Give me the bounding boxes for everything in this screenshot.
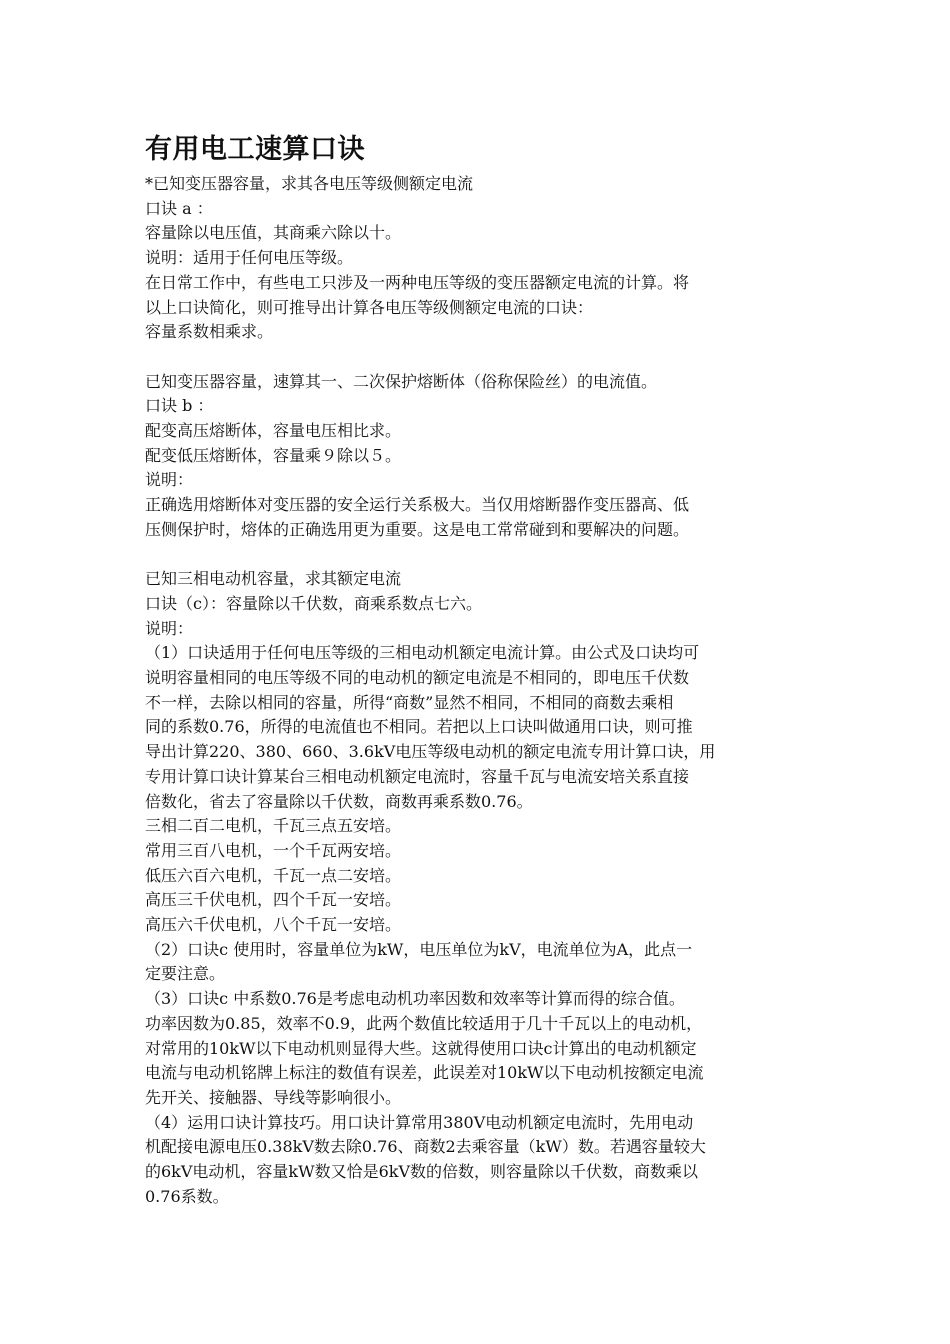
paragraph-line: （2）口诀c 使用时，容量单位为kW，电压单位为kV，电流单位为A，此点一: [145, 939, 693, 959]
document-title: 有用电工速算口诀: [145, 134, 365, 165]
rhyme-line: 常用三百八电机，一个千瓦两安培。: [145, 840, 402, 860]
paragraph-line: （1）口诀适用于任何电压等级的三相电动机额定电流计算。由公式及口诀均可: [145, 643, 700, 663]
section-a-simplified: 容量系数相乘求。: [145, 322, 274, 342]
paragraph-line: 电流与电动机铭牌上标注的数值有误差，此误差对10kW以下电动机按额定电流: [145, 1063, 704, 1083]
section-a-formula: 容量除以电压值，其商乘六除以十。: [145, 223, 402, 243]
section-a-note: 说明：适用于任何电压等级。: [145, 248, 354, 268]
paragraph-line: 的6kV电动机，容量kW数又恰是6kV数的倍数，则容量除以千伏数，商数乘以: [145, 1162, 699, 1182]
section-b-note-label: 说明：: [145, 470, 194, 490]
paragraph-line: 功率因数为0.85，效率不0.9，此两个数值比较适用于几十千瓦以上的电动机，: [145, 1013, 703, 1033]
section-b-paragraph: [145, 493, 805, 542]
rhyme-line: 三相二百二电机，千瓦三点五安培。: [145, 816, 402, 836]
section-b-line1: 配变高压熔断体，容量电压相比求。: [145, 421, 402, 441]
section-c-note-label: 说明：: [145, 618, 194, 638]
section-b-heading: 已知变压器容量，速算其一、二次保护熔断体（俗称保险丝）的电流值。: [145, 371, 658, 391]
document-page: [145, 130, 805, 1210]
paragraph-line: 不一样，去除以相同的容量，所得“商数”显然不相同，不相同的商数去乘相: [145, 692, 674, 712]
paragraph-line: 正确选用熔断体对变压器的安全运行关系极大。当仅用熔断器作变压器高、低: [145, 495, 690, 515]
section-b-label: 口诀 b ：: [145, 396, 214, 416]
paragraph-line: （4）运用口诀计算技巧。用口诀计算常用380V电动机额定电流时，先用电动: [145, 1112, 694, 1132]
paragraph-line: 导出计算220、380、660、3.6kV电压等级电动机的额定电流专用计算口诀，用: [145, 742, 716, 762]
section-c-heading: 已知三相电动机容量，求其额定电流: [145, 569, 402, 589]
paragraph-line: 同的系数0.76，所得的电流值也不相同。若把以上口诀叫做通用口诀，则可推: [145, 717, 693, 737]
paragraph-line: 0.76系数。: [145, 1186, 229, 1206]
section-c-rhymes: [145, 814, 805, 938]
rhyme-line: 低压六百六电机，千瓦一点二安培。: [145, 865, 402, 885]
section-c-paragraph-4: [145, 1111, 805, 1210]
section-c-paragraph-1: [145, 641, 805, 814]
paragraph-line: 专用计算口诀计算某台三相电动机额定电流时，容量千瓦与电流安培关系直接: [145, 766, 690, 786]
paragraph-line: 倍数化，省去了容量除以千伏数，商数再乘系数0.76。: [145, 791, 533, 811]
paragraph-line: 以上口诀简化，则可推导出计算各电压等级侧额定电流的口诀：: [145, 297, 594, 317]
paragraph-line: （3）口诀c 中系数0.76是考虑电动机功率因数和效率等计算而得的综合值。: [145, 989, 685, 1009]
paragraph-line: 说明容量相同的电压等级不同的电动机的额定电流是不相同的，即电压千伏数: [145, 668, 690, 688]
rhyme-line: 高压三千伏电机，四个千瓦一安培。: [145, 890, 402, 910]
section-c-paragraph-2: [145, 938, 805, 987]
blank-line: [145, 345, 805, 370]
blank-line: [145, 543, 805, 568]
section-c-label: 口诀（c）：容量除以千伏数，商乘系数点七六。: [145, 593, 482, 613]
section-a-heading: *已知变压器容量，求其各电压等级侧额定电流: [145, 174, 474, 193]
rhyme-line: 高压六千伏电机，八个千瓦一安培。: [145, 915, 402, 935]
section-a-label: 口诀 a ：: [145, 198, 213, 218]
paragraph-line: 先开关、接触器、导线等影响很小。: [145, 1087, 402, 1107]
paragraph-line: 在日常工作中，有些电工只涉及一两种电压等级的变压器额定电流的计算。将: [145, 272, 690, 292]
paragraph-line: 机配接电源电压0.38kV数去除0.76、商数2去乘容量（kW）数。若遇容量较大: [145, 1137, 706, 1157]
section-a-paragraph: [145, 271, 805, 320]
paragraph-line: 对常用的10kW以下电动机则显得大些。这就得使用口诀c计算出的电动机额定: [145, 1038, 697, 1058]
section-b-line2: 配变低压熔断体，容量乘９除以５。: [145, 445, 402, 465]
paragraph-line: 定要注意。: [145, 964, 226, 984]
section-c-paragraph-3: [145, 987, 805, 1111]
paragraph-line: 压侧保护时，熔体的正确选用更为重要。这是电工常常碰到和要解决的问题。: [145, 519, 690, 539]
